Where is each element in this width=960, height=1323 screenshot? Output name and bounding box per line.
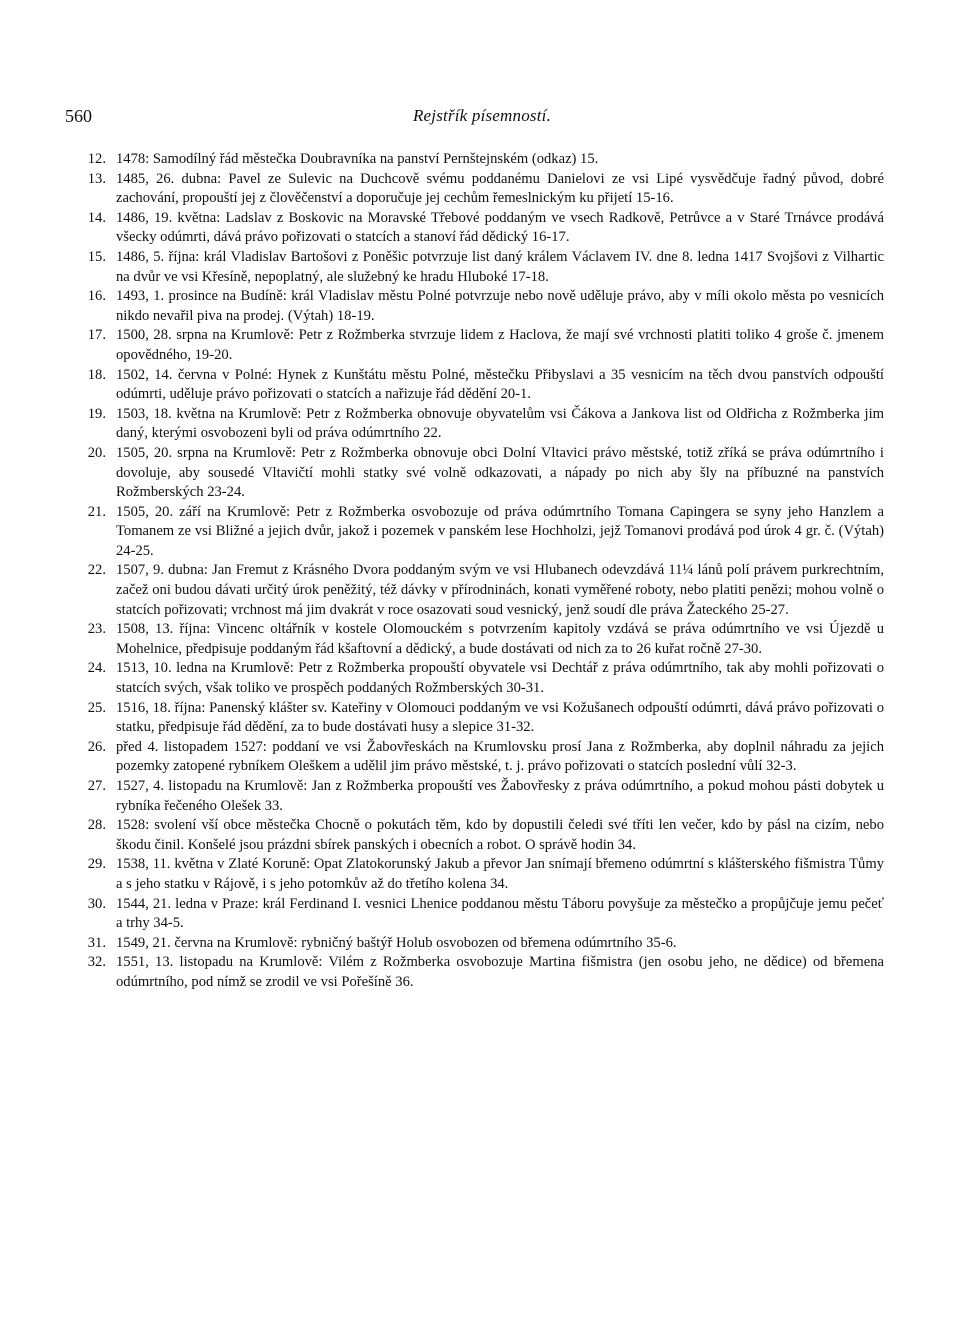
entry-text: 1500, 28. srpna na Krumlově: Petr z Rožmberka stvrzuje lidem z Haclova, že mají své vrchnosti platiti toliko 4 groše č. jmenem opovědného, 19-20. [116, 327, 884, 363]
register-entry [72, 287, 884, 326]
entry-number: 23. [87, 621, 106, 638]
entry-number: 12. [87, 151, 106, 167]
entry-number: 26. [87, 738, 106, 755]
entry-text: 1549, 21. června na Krumlově: rybničný baštýř Holub osvobozen od břemena odúmrtního 35-6. [116, 934, 677, 951]
register-entry [72, 738, 884, 777]
entry-text: 1508, 13. října: Vincenc oltářník v kostele Olomouckém s potvrzením kapitoly vzdává se práva odúmrtního ve vsi Újezdě u Mohelnice, předpisuje poddaným řád kšaftovní a dědický, a bude dostávati od nich za to 26 kuřat ročně 27-30. [116, 621, 884, 657]
entry-number: 21. [87, 503, 106, 520]
entry-number: 30. [87, 895, 106, 912]
register-entry [72, 953, 884, 992]
entry-number: 19. [87, 405, 106, 422]
entry-text: 1485, 26. dubna: Pavel ze Sulevic na Duchcově svému poddanému Danielovi ze vsi Lipé vysvědčuje řadný původ, dobré zachování, propouští jej z člověčenství a doporučuje jej cechům řemeslnickým ku přijetí 15-16. [116, 170, 884, 207]
page-header [65, 106, 899, 130]
entry-text: 1544, 21. ledna v Praze: král Ferdinand I. vesnici Lhenice poddanou městu Táboru povyšuje za městečko a propůjčuje jemu pečeť a trhy 34-5. [116, 895, 884, 932]
entry-number: 22. [87, 562, 106, 579]
running-title: Rejstřík písemností. [412, 106, 552, 125]
entry-text: 1486, 19. května: Ladslav z Boskovic na Moravské Třebové poddaným ve vsech Radkově, Petrůvce a v Staré Trnávce prodává všecky odúmrti, dává právo pořizovati o statcích a stanoví řád dědický 16-17. [116, 209, 884, 246]
entry-text: 1493, 1. prosince na Budíně: král Vladislav městu Polné potvrzuje nebo nově uděluje právo, aby v míli okolo města po vesnicích nikdo nevařil piva na prodej. (Výtah) 18-19. [116, 288, 884, 324]
entry-number: 20. [87, 444, 106, 461]
entry-text: 1527, 4. listopadu na Krumlově: Jan z Rožmberka propouští ves Žabovřesky z práva odúmrtního, a pokud mohou pásti dobytek u rybníka řečeného Olešek 33. [116, 778, 884, 814]
entry-text: 1505, 20. září na Krumlově: Petr z Rožmberka osvobozuje od práva odúmrtního Tomana Capingera se syny jeho Hanzlem a Tomanem ze vsi Bližné a jejich dvůr, jakož i pozemek v panském lese Hochholzi, jejž Tomanovi prodává pod úrok 4 gr. č. (Výtah) 24-25. [116, 503, 884, 559]
entry-text: 1538, 11. května v Zlaté Koruně: Opat Zlatokorunský Jakub a převor Jan snímají břemeno odúmrtní s klášterského fišmistra Tůmy a s jeho statku v Rájově, i s jeho potomkův až do třetího kolena 34. [116, 856, 884, 892]
register-entry [72, 150, 884, 170]
entry-number: 32. [87, 954, 106, 971]
register-entry [72, 561, 884, 620]
entry-text: 1513, 10. ledna na Krumlově: Petr z Rožmberka propouští obyvatele vsi Dechtář z práva odúmrtního, tak aby mohli pořizovati o statcích svých, však toliko ve prospěch poddaných Rožmberských 30-31. [116, 660, 884, 697]
entry-text: 1507, 9. dubna: Jan Fremut z Krásného Dvora poddaným svým ve vsi Hlubanech odevzdává 11¼ lánů polí právem purkrechtním, začež oni budou dávati určitý úrok peněžitý, též dávky v přírodninách, konati vyměřené roboty, nebo platiti penězi; mohou volně o statcích pořizovati; vrchnost má jim dvakrát v roce osazovati soud vesnický, jenž soudí dle práva Žateckého 25-27. [116, 562, 884, 618]
entry-number: 31. [87, 934, 106, 951]
register-entry [72, 895, 884, 934]
page-number: 560 [65, 106, 92, 126]
register-entry [72, 209, 884, 248]
register-entry [72, 326, 884, 365]
entry-text: 1516, 18. října: Panenský klášter sv. Kateřiny v Olomouci poddaným ve vsi Kožušanech odpouští odúmrti, dává právo pořizovati o statku, předpisuje řád dědění, za to bude dostávati husy a slepice 31-32. [116, 699, 884, 736]
register-entry [72, 777, 884, 816]
register-entry [72, 699, 884, 738]
entry-text: před 4. listopadem 1527: poddaní ve vsi Žabovřeskách na Krumlovsku prosí Jana z Rožmberka, aby doplnil náhradu za jejich pozemky zatopené rybníkem Oleškem a udělil jim právo městské, t. j. právo pořizovati o statcích poslední vůlí 32-3. [116, 738, 884, 775]
register-entry [72, 444, 884, 503]
entry-number: 28. [87, 817, 106, 834]
entry-number: 16. [87, 288, 106, 305]
entry-number: 13. [87, 170, 106, 187]
entry-text: 1478: Samodílný řád městečka Doubravníka na panství Pernštejnském (odkaz) 15. [116, 151, 599, 167]
register-entry [72, 659, 884, 698]
entry-number: 27. [87, 778, 106, 794]
register-entry [72, 503, 884, 562]
entry-text: 1551, 13. listopadu na Krumlově: Vilém z Rožmberka osvobozuje Martina fišmistra (jen osobu jeho, ne dědice) od břemena odúmrtního, pod nímž se zrodil ve vsi Pořešíně 36. [116, 954, 884, 990]
entry-number: 18. [87, 366, 106, 383]
register-entry [72, 405, 884, 444]
register-entry [72, 366, 884, 405]
entry-number: 24. [87, 660, 106, 677]
register-entry [72, 934, 884, 954]
entry-text: 1503, 18. května na Krumlově: Petr z Rožmberka obnovuje obyvatelům vsi Čákova a Jankova list od Oldřicha z Rožmberka jim daný, kterými osvobozeni byli od práva odúmrtního 22. [116, 405, 884, 442]
entry-text: 1486, 5. října: král Vladislav Bartošovi z Poněšic potvrzuje list daný králem Václavem IV. dne 8. ledna 1417 Svojšovi z Vilhartic na dvůr ve vsi Křesíně, nepoplatný, ale služebný ke hradu Hluboké 17-18. [116, 248, 884, 285]
entry-text: 1502, 14. června v Polné: Hynek z Kunštátu městu Polné, městečku Přibyslavi a 35 vesnicím na těch dvou panstvích odpouští odúmrti, uděluje právo pořizovati o statcích a nařizuje řád dědění 20-1. [116, 366, 884, 403]
register-entry [72, 170, 884, 209]
entry-number: 25. [87, 699, 106, 716]
entry-text: 1528: svolení vší obce městečka Chocně o pokutách těm, kdo by dopustili čeledi své tříti len večer, kdo by pásl na cizím, nebo škodu činil. Konšelé jsou prázdni sbírek panských i obecních a robot. O správě hodin 34. [116, 817, 884, 853]
entry-number: 17. [87, 327, 106, 344]
entry-number: 14. [87, 209, 106, 226]
register-entry [72, 248, 884, 287]
entry-number: 15. [87, 248, 106, 265]
entry-number: 29. [87, 856, 106, 873]
entry-text: 1505, 20. srpna na Krumlově: Petr z Rožmberka obnovuje obci Dolní Vltavici právo městské, totiž zříká se práva odúmrtního i dovoluje, aby sousedé Vltavičtí mohli statky své volně odkazovati, a nápady po nich aby šly na příbuzné na panstvích Rožmberských 23-24. [116, 444, 884, 501]
register-entry [72, 620, 884, 659]
register-entries [72, 150, 884, 993]
register-entry [72, 816, 884, 855]
register-entry [72, 855, 884, 894]
